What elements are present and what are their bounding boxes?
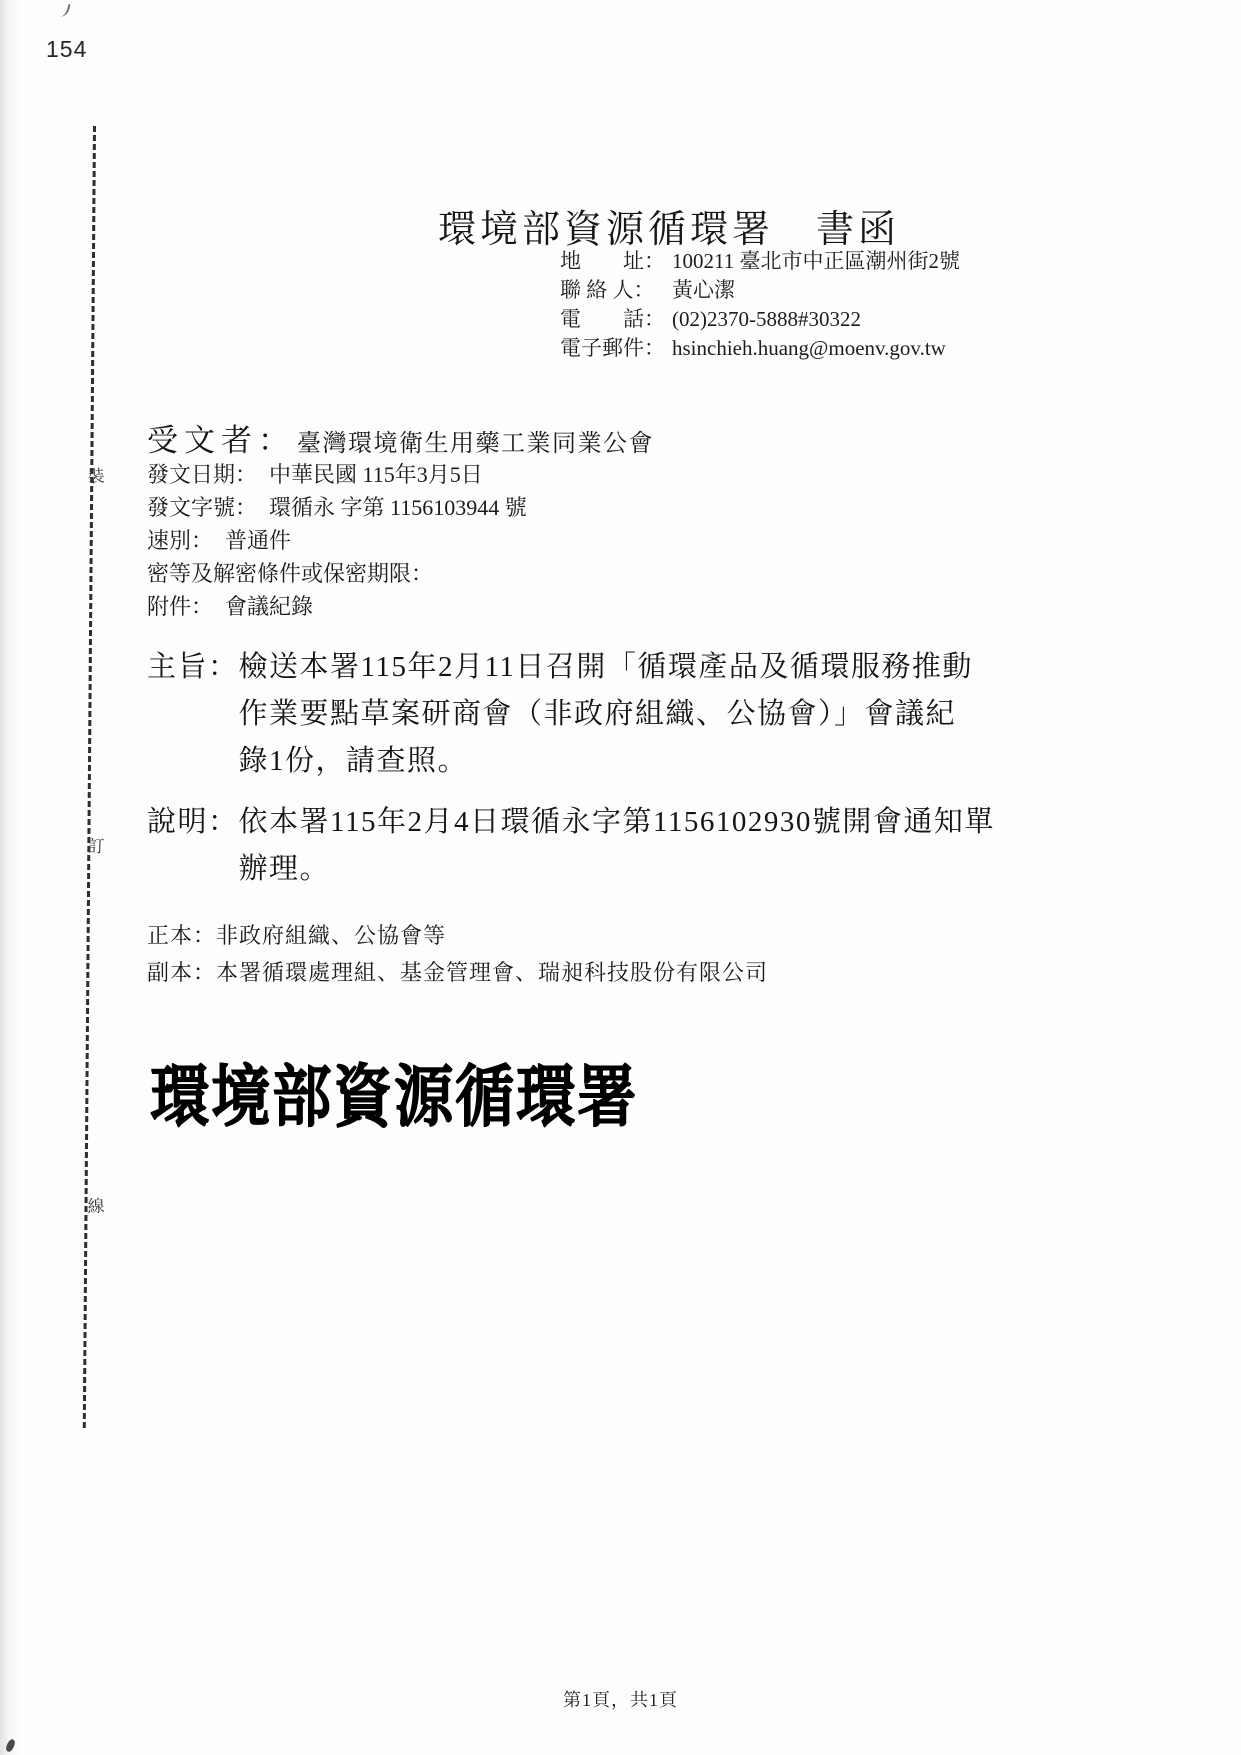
meta-row-speed xyxy=(147,524,527,557)
explanation-line-1: 依本署115年2月4日環循永字第1156102930號開會通知單 xyxy=(238,806,995,838)
binding-dashed-line xyxy=(83,126,96,1428)
explanation-line-2: 辦理。 xyxy=(238,853,331,885)
meta-row-attachment xyxy=(147,590,527,623)
contact-value-email: hsinchieh.huang@moenv.gov.tw xyxy=(672,336,946,360)
meta-label-speed: 速別： xyxy=(147,528,214,553)
meta-label-doc-number: 發文字號： xyxy=(147,495,258,520)
letter-title: 環境部資源循環署 書函 xyxy=(438,209,901,251)
copies-label-cc: 副本： xyxy=(147,960,217,985)
explanation-text xyxy=(239,799,995,893)
contact-label-person: 聯 絡 人： xyxy=(560,278,655,302)
agency-contact-block xyxy=(560,247,960,363)
scan-edge-artifact xyxy=(0,0,22,1755)
contact-value-phone: (02)2370-5888#30322 xyxy=(672,307,861,331)
contact-row-phone xyxy=(560,305,960,334)
binding-mark-zhuang: 裝 xyxy=(86,466,106,487)
document-meta-block xyxy=(147,458,527,623)
copies-value-cc: 本署循環處理組、基金管理會、瑞昶科技股份有限公司 xyxy=(216,960,769,985)
meta-label-attachment: 附件： xyxy=(147,594,214,619)
meta-row-issue-date xyxy=(147,458,527,491)
scan-corner-mark-artifact xyxy=(56,2,70,18)
recipient-label: 受文者： xyxy=(147,423,295,458)
contact-row-address xyxy=(560,247,960,276)
subject-text xyxy=(239,644,973,785)
explanation-block xyxy=(147,799,995,893)
contact-label-address: 地 址： xyxy=(560,249,665,273)
copies-label-original: 正本： xyxy=(147,923,217,948)
contact-row-email xyxy=(560,334,960,363)
recipient-row xyxy=(147,415,654,460)
meta-value-attachment: 會議紀錄 xyxy=(225,594,314,619)
contact-row-person xyxy=(560,276,960,305)
subject-label: 主旨： xyxy=(147,651,239,683)
subject-line-1: 檢送本署115年2月11日召開「循環產品及循環服務推動 xyxy=(238,651,973,683)
meta-value-issue-date: 中華民國 115年3月5日 xyxy=(269,462,483,487)
meta-row-doc-number xyxy=(147,491,527,524)
page-footer: 第1頁，共1頁 xyxy=(563,1690,678,1710)
meta-label-security: 密等及解密條件或保密期限： xyxy=(147,561,434,586)
meta-row-security xyxy=(147,557,527,590)
contact-value-address: 100211 臺北市中正區潮州街2號 xyxy=(672,249,960,273)
handwritten-page-number: 154 xyxy=(46,36,88,62)
copies-value-original: 非政府組織、公協會等 xyxy=(216,923,447,948)
contact-label-phone: 電 話： xyxy=(560,307,665,331)
copies-row-original xyxy=(147,917,768,954)
contact-label-email: 電子郵件： xyxy=(560,336,665,360)
recipient-value: 臺灣環境衛生用藥工業同業公會 xyxy=(297,431,654,457)
copies-row-cc xyxy=(147,954,768,991)
binding-mark-ding: 訂 xyxy=(87,836,105,857)
meta-value-doc-number: 環循永 字第 1156103944 號 xyxy=(269,495,527,520)
copies-block xyxy=(147,917,768,991)
agency-stamp: 環境部資源循環署 xyxy=(150,1059,639,1135)
subject-block xyxy=(147,644,973,785)
meta-label-issue-date: 發文日期： xyxy=(147,462,258,487)
binding-mark-xian: 線 xyxy=(87,1196,105,1217)
contact-value-person: 黃心潔 xyxy=(672,278,735,302)
explanation-label: 說明： xyxy=(147,806,239,838)
meta-value-speed: 普通件 xyxy=(225,528,292,553)
subject-line-3: 錄1份，請查照。 xyxy=(238,745,469,777)
subject-line-2: 作業要點草案研商會（非政府組織、公協會）」會議紀 xyxy=(238,698,957,730)
